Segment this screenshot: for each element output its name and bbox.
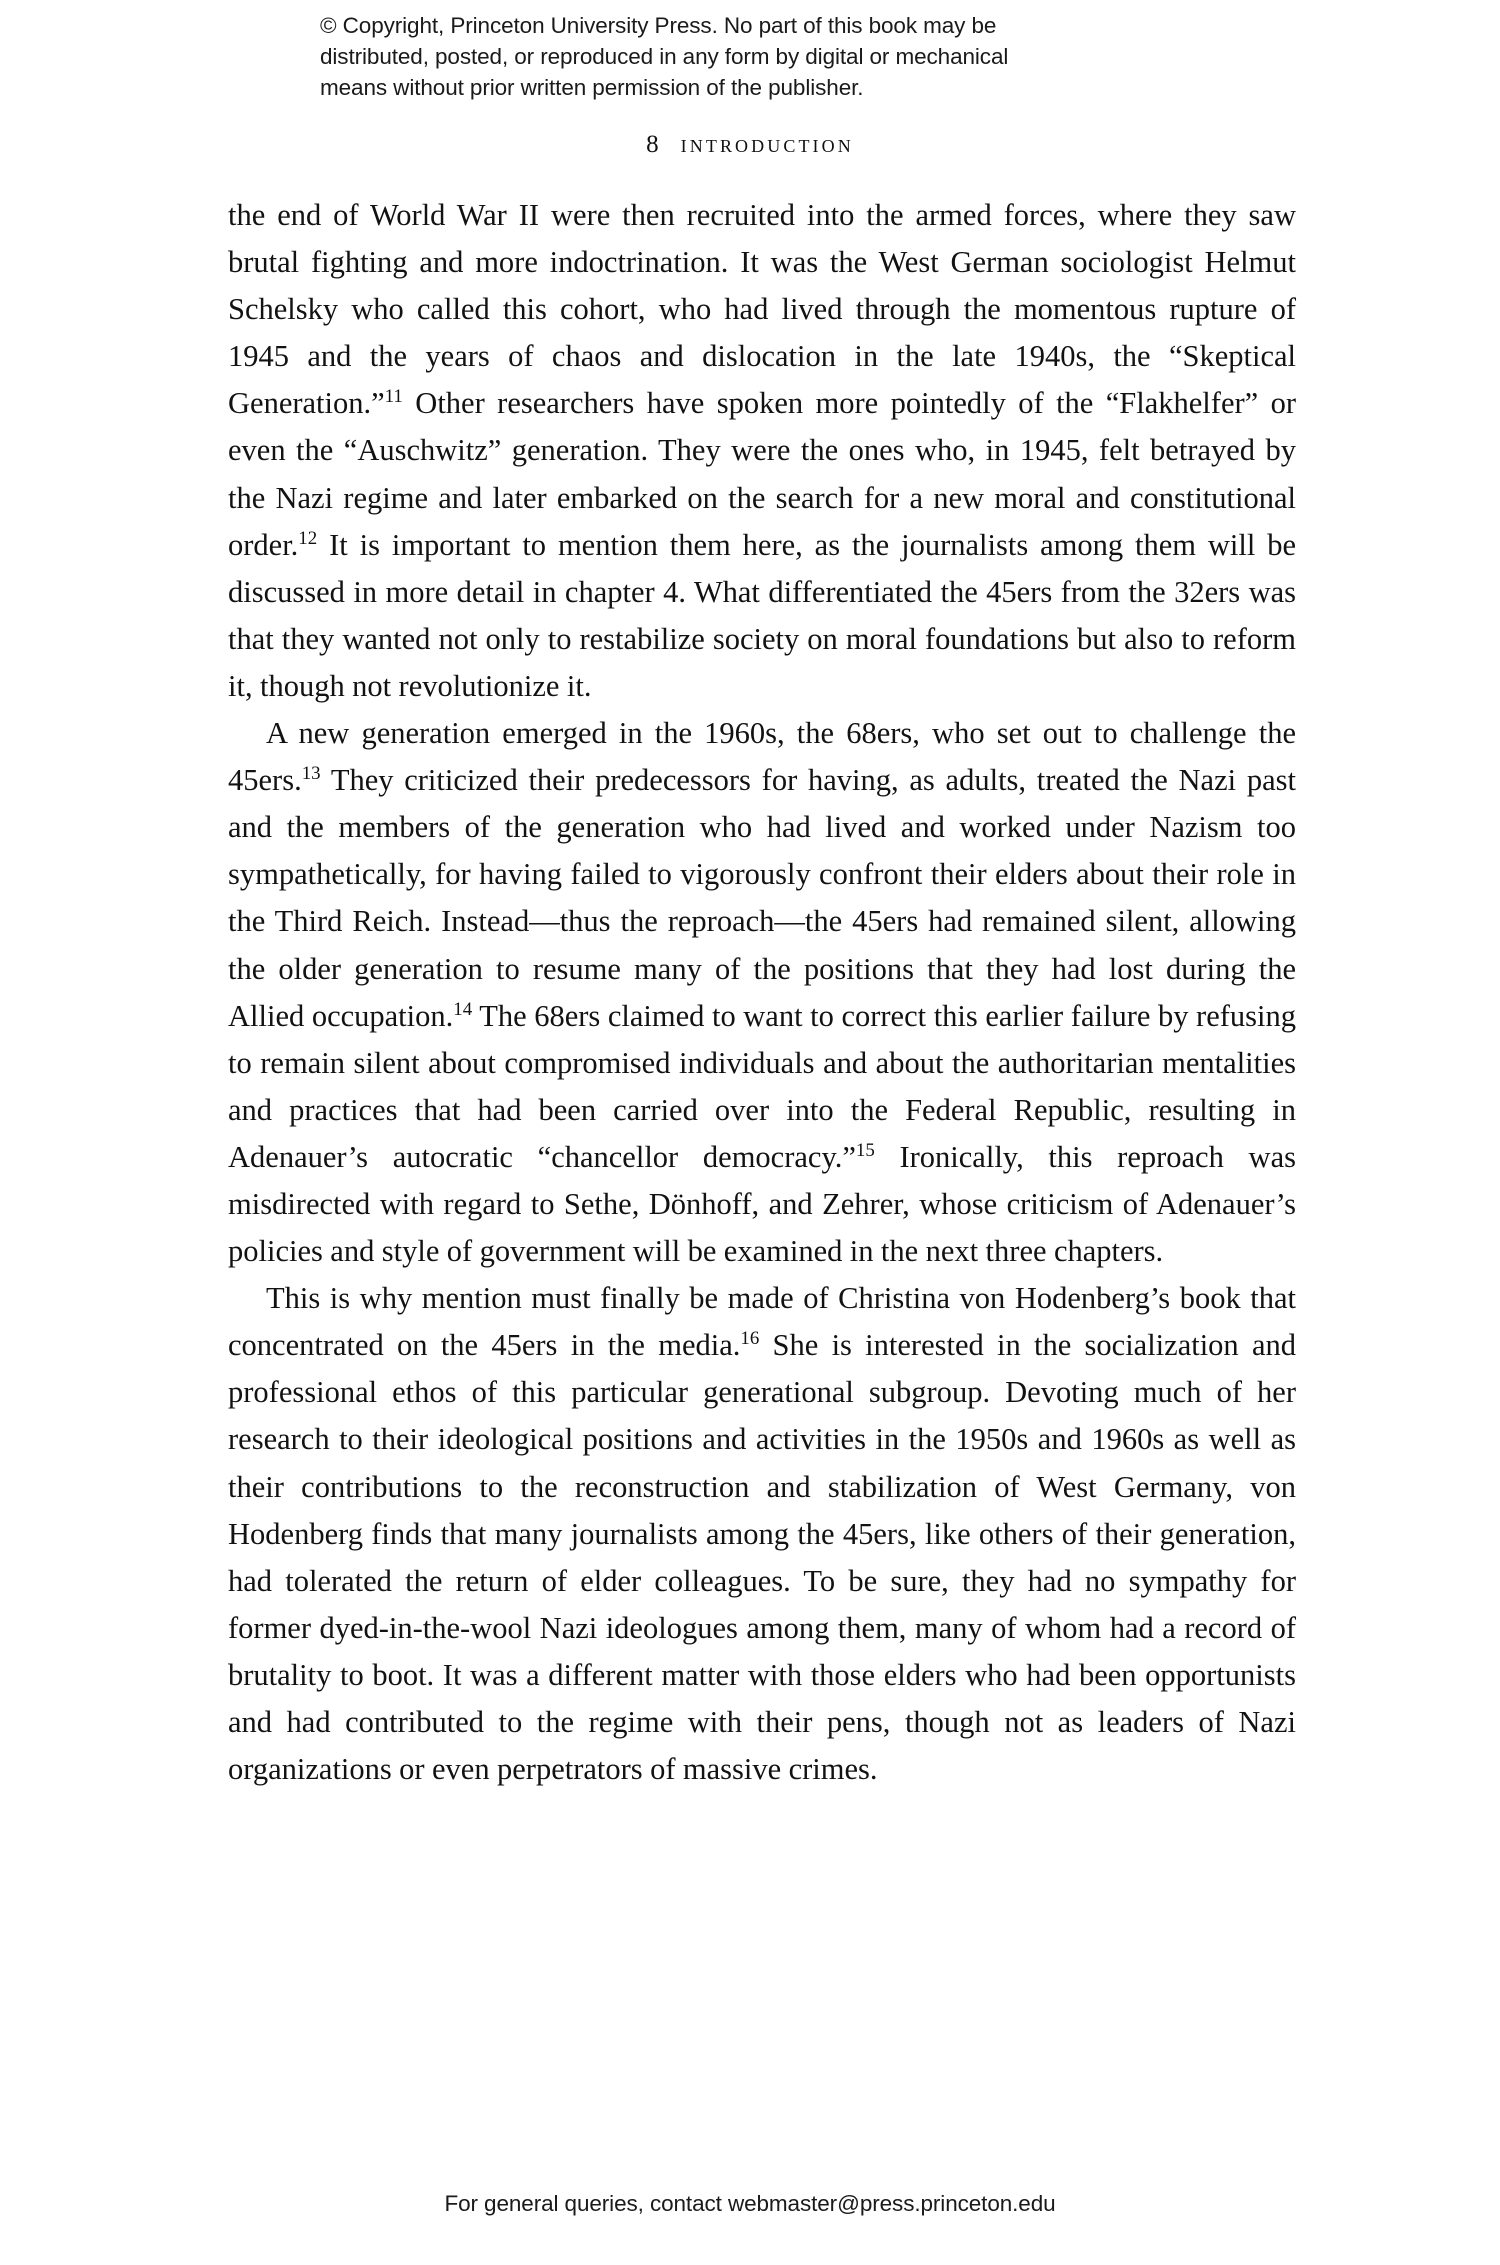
- paragraph-3: This is why mention must finally be made of Christina von Hodenberg’s book that concentrated on the 45ers in the media.$^{16}$ She is interested in the socialization and professional ethos of this particular generational subgroup. Devoting much of her research to their ideological positions and activities in the 1950s and 1960s as well as their contributions to the reconstruction and stabilization of West Germany, von Hodenberg finds that many journalists among the 45ers, like others of their generation, had tolerated the return of elder colleagues. To be sure, they had no sympathy for former dyed-in-the-wool Nazi ideologues among them, many of whom had a record of brutality to boot. It was a different matter with those elders who had been opportunists and had contributed to the regime with their pens, though not as leaders of Nazi organizations or even perpetrators of massive crimes.: [228, 1281, 1296, 1787]
- footnote-marker: 14: [453, 998, 473, 1020]
- footnote-marker: 16: [740, 1328, 760, 1350]
- running-head-title: introduction: [680, 131, 854, 158]
- page-footer: For general queries, contact webmaster@press.princeton.edu: [444, 2191, 1056, 2216]
- copyright-notice: [320, 10, 1180, 103]
- page-number: 8: [646, 131, 659, 158]
- copyright-line-2: distributed, posted, or reproduced in any form by digital or mechanical: [320, 44, 1009, 69]
- paragraph-1: the end of World War II were then recruited into the armed forces, where they saw brutal fighting and more indoctrination. It was the West German sociologist Helmut Schelsky who called this cohort, who had lived through the momentous rupture of 1945 and the years of chaos and dislocation in the late 1940s, the “Skeptical Generation.”$^{11}$ Other researchers have spoken more pointedly of the “Flakhelfer” or even the “Auschwitz” generation. They were the ones who, in 1945, felt betrayed by the Nazi regime and later embarked on the search for a new moral and constitutional order.$^{12}$ It is important to mention them here, as the journalists among them will be discussed in more detail in chapter 4. What differentiated the 45ers from the 32ers was that they wanted not only to restabilize society on moral foundations but also to reform it, though not revolutionize it.: [228, 198, 1296, 703]
- footnote-marker: 12: [298, 527, 318, 549]
- footnote-marker: 15: [855, 1139, 875, 1161]
- running-head: [0, 131, 1500, 159]
- paragraph-2: A new generation emerged in the 1960s, the 68ers, who set out to challenge the 45ers.$^{13}$ They criticized their predecessors for having, as adults, treated the Nazi past and the members of the generation who had lived and worked under Nazism too sympathetically, for having failed to vigorously confront their elders about their role in the Third Reich. Instead—thus the reproach—the 45ers had remained silent, allowing the older generation to resume many of the positions that they had lost during the Allied occupation.$^{14}$ The 68ers claimed to want to correct this earlier failure by refusing to remain silent about compromised individuals and about the authoritarian mentalities and practices that had been carried over into the Federal Republic, resulting in Adenauer’s autocratic “chancellor democracy.”$^{15}$ Ironically, this reproach was misdirected with regard to Sethe, Dönhoff, and Zehrer, whose criticism of Adenauer’s policies and style of government will be examined in the next three chapters.: [228, 716, 1296, 1269]
- body-text-column: [228, 192, 1296, 1793]
- footnote-marker: 13: [301, 762, 321, 784]
- footnote-marker: 11: [384, 386, 403, 408]
- copyright-line-1: © Copyright, Princeton University Press. No part of this book may be: [320, 13, 997, 38]
- copyright-line-3: means without prior written permission of the publisher.: [320, 75, 864, 100]
